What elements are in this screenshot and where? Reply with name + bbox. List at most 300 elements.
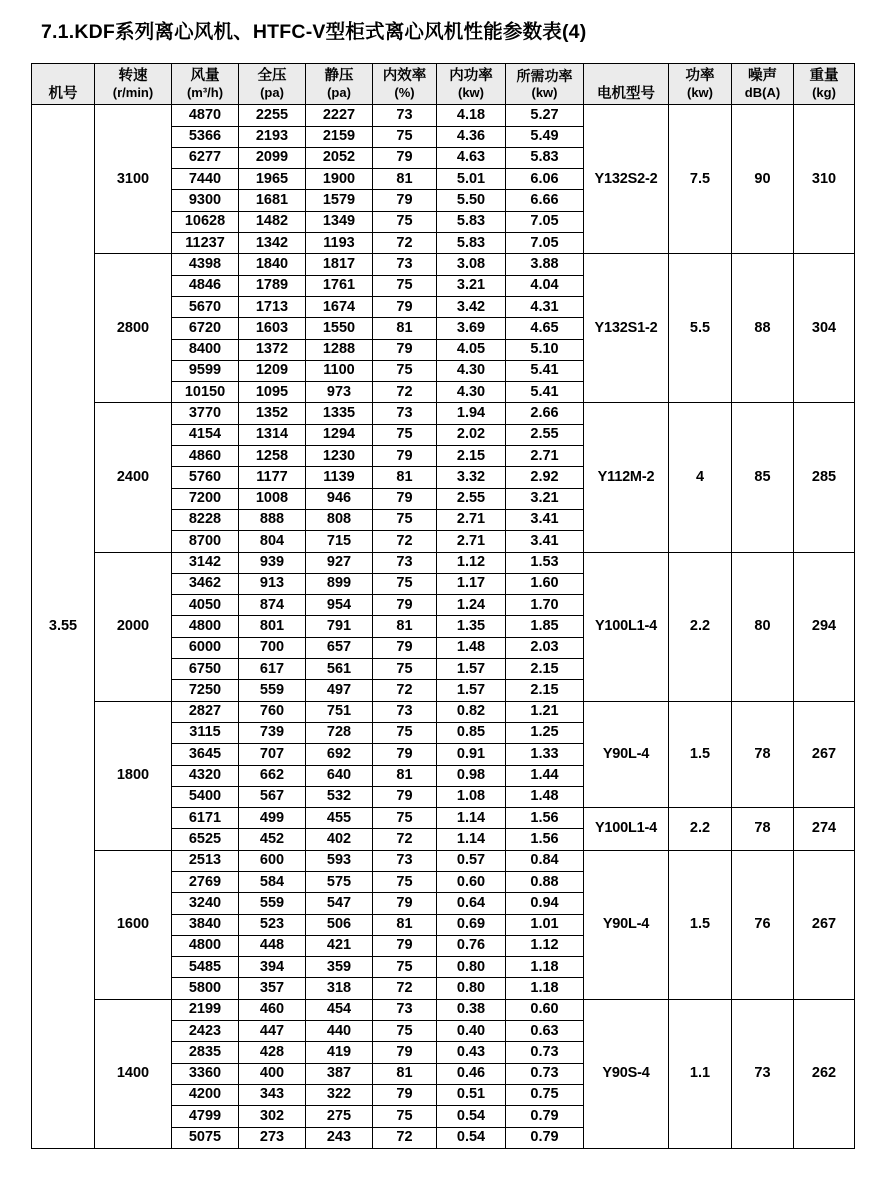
fan-performance-table [31, 63, 855, 1149]
cell-required-power: 1.18 [506, 978, 584, 999]
table-row [32, 850, 855, 871]
table-header [32, 64, 855, 105]
cell-efficiency: 81 [373, 169, 437, 190]
cell-inner-power: 1.94 [437, 403, 506, 424]
cell-total-pressure: 357 [239, 978, 306, 999]
cell-inner-power: 0.98 [437, 765, 506, 786]
cell-total-pressure: 499 [239, 808, 306, 829]
cell-required-power: 0.60 [506, 999, 584, 1020]
cell-total-pressure: 302 [239, 1106, 306, 1127]
cell-inner-power: 2.02 [437, 424, 506, 445]
cell-static-pressure: 973 [306, 382, 373, 403]
cell-efficiency: 79 [373, 147, 437, 168]
col-header-label: 风量 [190, 67, 220, 84]
cell-flow: 8700 [172, 531, 239, 552]
cell-inner-power: 0.38 [437, 999, 506, 1020]
cell-static-pressure: 728 [306, 722, 373, 743]
cell-static-pressure: 640 [306, 765, 373, 786]
cell-flow: 6171 [172, 808, 239, 829]
cell-inner-power: 1.35 [437, 616, 506, 637]
cell-motor-model: Y100L1-4 [584, 808, 669, 851]
cell-efficiency: 73 [373, 254, 437, 275]
cell-inner-power: 0.64 [437, 893, 506, 914]
cell-total-pressure: 600 [239, 850, 306, 871]
col-header-inner-power [437, 64, 506, 105]
cell-flow: 3115 [172, 722, 239, 743]
cell-required-power: 1.33 [506, 744, 584, 765]
cell-inner-power: 4.05 [437, 339, 506, 360]
cell-motor-model: Y132S2-2 [584, 105, 669, 254]
cell-flow: 4800 [172, 616, 239, 637]
cell-static-pressure: 751 [306, 701, 373, 722]
cell-efficiency: 81 [373, 318, 437, 339]
cell-static-pressure: 1579 [306, 190, 373, 211]
cell-efficiency: 79 [373, 744, 437, 765]
cell-flow: 4870 [172, 105, 239, 126]
cell-efficiency: 79 [373, 1084, 437, 1105]
cell-inner-power: 0.60 [437, 871, 506, 892]
cell-static-pressure: 402 [306, 829, 373, 850]
cell-efficiency: 73 [373, 701, 437, 722]
cell-total-pressure: 1209 [239, 360, 306, 381]
cell-static-pressure: 1288 [306, 339, 373, 360]
cell-required-power: 7.05 [506, 211, 584, 232]
table-body [32, 105, 855, 1149]
cell-motor-model: Y100L1-4 [584, 552, 669, 701]
cell-static-pressure: 1900 [306, 169, 373, 190]
cell-required-power: 2.71 [506, 446, 584, 467]
cell-efficiency: 72 [373, 680, 437, 701]
cell-efficiency: 75 [373, 211, 437, 232]
cell-required-power: 3.88 [506, 254, 584, 275]
col-header-unit: (kw) [687, 84, 713, 100]
cell-efficiency: 75 [373, 1106, 437, 1127]
cell-efficiency: 75 [373, 957, 437, 978]
cell-total-pressure: 801 [239, 616, 306, 637]
cell-total-pressure: 452 [239, 829, 306, 850]
cell-total-pressure: 448 [239, 935, 306, 956]
cell-inner-power: 1.57 [437, 659, 506, 680]
col-header-label: 内效率 [382, 67, 427, 84]
cell-static-pressure: 1817 [306, 254, 373, 275]
cell-flow: 4799 [172, 1106, 239, 1127]
cell-static-pressure: 2227 [306, 105, 373, 126]
cell-inner-power: 3.08 [437, 254, 506, 275]
cell-total-pressure: 617 [239, 659, 306, 680]
cell-efficiency: 72 [373, 1127, 437, 1148]
cell-static-pressure: 808 [306, 509, 373, 530]
cell-flow: 5400 [172, 786, 239, 807]
cell-flow: 3770 [172, 403, 239, 424]
cell-efficiency: 79 [373, 595, 437, 616]
cell-flow: 10628 [172, 211, 239, 232]
table-row [32, 105, 855, 126]
cell-noise: 85 [732, 403, 794, 552]
cell-static-pressure: 419 [306, 1042, 373, 1063]
cell-total-pressure: 760 [239, 701, 306, 722]
cell-required-power: 2.66 [506, 403, 584, 424]
cell-total-pressure: 913 [239, 573, 306, 594]
cell-inner-power: 0.91 [437, 744, 506, 765]
cell-required-power: 3.21 [506, 488, 584, 509]
cell-noise: 78 [732, 808, 794, 851]
cell-flow: 3360 [172, 1063, 239, 1084]
cell-required-power: 1.21 [506, 701, 584, 722]
cell-flow: 2513 [172, 850, 239, 871]
col-header-label: 所需功率 [516, 67, 573, 84]
cell-required-power: 3.41 [506, 531, 584, 552]
cell-inner-power: 0.40 [437, 1021, 506, 1042]
cell-noise: 90 [732, 105, 794, 254]
table-row [32, 403, 855, 424]
cell-efficiency: 79 [373, 637, 437, 658]
cell-required-power: 2.15 [506, 680, 584, 701]
cell-required-power: 1.48 [506, 786, 584, 807]
col-header-label: 功率 [685, 67, 715, 84]
cell-flow: 2835 [172, 1042, 239, 1063]
cell-static-pressure: 1100 [306, 360, 373, 381]
cell-flow: 3645 [172, 744, 239, 765]
cell-static-pressure: 497 [306, 680, 373, 701]
cell-total-pressure: 1482 [239, 211, 306, 232]
cell-efficiency: 79 [373, 1042, 437, 1063]
cell-flow: 4846 [172, 275, 239, 296]
col-header-unit: (m³/h) [186, 84, 224, 100]
cell-inner-power: 5.83 [437, 211, 506, 232]
cell-rpm: 1600 [95, 850, 172, 999]
cell-weight: 285 [794, 403, 855, 552]
cell-inner-power: 2.55 [437, 488, 506, 509]
spec-table-container [31, 63, 854, 1149]
cell-motor-power: 4 [669, 403, 732, 552]
col-header-label: 噪声 [748, 67, 777, 84]
cell-efficiency: 75 [373, 126, 437, 147]
col-header-unit: (kg) [812, 84, 836, 100]
cell-required-power: 1.53 [506, 552, 584, 573]
cell-motor-power: 2.2 [669, 808, 732, 851]
cell-total-pressure: 523 [239, 914, 306, 935]
cell-static-pressure: 1761 [306, 275, 373, 296]
cell-required-power: 5.41 [506, 360, 584, 381]
cell-inner-power: 1.17 [437, 573, 506, 594]
cell-flow: 7440 [172, 169, 239, 190]
col-header-unit: (pa) [260, 84, 284, 100]
cell-static-pressure: 1349 [306, 211, 373, 232]
cell-flow: 6000 [172, 637, 239, 658]
cell-required-power: 1.01 [506, 914, 584, 935]
cell-inner-power: 5.01 [437, 169, 506, 190]
col-header-static-pressure [306, 64, 373, 105]
cell-static-pressure: 954 [306, 595, 373, 616]
cell-static-pressure: 692 [306, 744, 373, 765]
cell-required-power: 1.12 [506, 935, 584, 956]
cell-total-pressure: 1314 [239, 424, 306, 445]
cell-inner-power: 3.69 [437, 318, 506, 339]
cell-rpm: 2400 [95, 403, 172, 552]
cell-static-pressure: 243 [306, 1127, 373, 1148]
cell-rpm: 2000 [95, 552, 172, 701]
cell-inner-power: 5.50 [437, 190, 506, 211]
cell-static-pressure: 322 [306, 1084, 373, 1105]
cell-efficiency: 75 [373, 360, 437, 381]
cell-total-pressure: 1352 [239, 403, 306, 424]
cell-total-pressure: 460 [239, 999, 306, 1020]
cell-total-pressure: 888 [239, 509, 306, 530]
cell-total-pressure: 559 [239, 680, 306, 701]
cell-required-power: 4.04 [506, 275, 584, 296]
cell-flow: 5760 [172, 467, 239, 488]
col-header-machine-no [32, 64, 95, 105]
cell-flow: 3240 [172, 893, 239, 914]
cell-efficiency: 73 [373, 403, 437, 424]
cell-required-power: 1.18 [506, 957, 584, 978]
cell-motor-power: 1.1 [669, 999, 732, 1148]
cell-weight: 262 [794, 999, 855, 1148]
cell-total-pressure: 1713 [239, 296, 306, 317]
cell-flow: 8228 [172, 509, 239, 530]
cell-efficiency: 75 [373, 275, 437, 296]
cell-efficiency: 81 [373, 1063, 437, 1084]
cell-efficiency: 75 [373, 424, 437, 445]
cell-inner-power: 1.14 [437, 808, 506, 829]
cell-motor-power: 5.5 [669, 254, 732, 403]
cell-efficiency: 79 [373, 786, 437, 807]
cell-total-pressure: 567 [239, 786, 306, 807]
cell-flow: 9599 [172, 360, 239, 381]
cell-total-pressure: 584 [239, 871, 306, 892]
cell-inner-power: 1.14 [437, 829, 506, 850]
cell-required-power: 5.27 [506, 105, 584, 126]
cell-flow: 7200 [172, 488, 239, 509]
cell-required-power: 1.56 [506, 808, 584, 829]
table-row [32, 701, 855, 722]
cell-total-pressure: 1789 [239, 275, 306, 296]
cell-static-pressure: 1230 [306, 446, 373, 467]
cell-static-pressure: 318 [306, 978, 373, 999]
cell-total-pressure: 1342 [239, 233, 306, 254]
cell-rpm: 3100 [95, 105, 172, 254]
cell-noise: 80 [732, 552, 794, 701]
cell-efficiency: 81 [373, 616, 437, 637]
cell-inner-power: 4.30 [437, 382, 506, 403]
cell-static-pressure: 1139 [306, 467, 373, 488]
cell-total-pressure: 939 [239, 552, 306, 573]
col-header-flow [172, 64, 239, 105]
col-header-label: 电机型号 [597, 85, 655, 102]
cell-static-pressure: 532 [306, 786, 373, 807]
cell-required-power: 6.06 [506, 169, 584, 190]
cell-required-power: 1.60 [506, 573, 584, 594]
cell-efficiency: 79 [373, 339, 437, 360]
cell-flow: 2827 [172, 701, 239, 722]
col-header-noise [732, 64, 794, 105]
cell-efficiency: 72 [373, 531, 437, 552]
cell-flow: 4860 [172, 446, 239, 467]
cell-efficiency: 81 [373, 765, 437, 786]
col-header-motor-power [669, 64, 732, 105]
col-header-label: 机号 [48, 85, 78, 102]
cell-inner-power: 0.57 [437, 850, 506, 871]
cell-required-power: 5.41 [506, 382, 584, 403]
col-header-rpm [95, 64, 172, 105]
table-row [32, 999, 855, 1020]
cell-noise: 88 [732, 254, 794, 403]
col-header-unit: (r/min) [112, 84, 154, 100]
cell-required-power: 1.70 [506, 595, 584, 616]
cell-inner-power: 1.08 [437, 786, 506, 807]
cell-inner-power: 0.69 [437, 914, 506, 935]
cell-total-pressure: 2099 [239, 147, 306, 168]
cell-efficiency: 75 [373, 808, 437, 829]
cell-rpm: 1800 [95, 701, 172, 850]
cell-weight: 304 [794, 254, 855, 403]
cell-total-pressure: 559 [239, 893, 306, 914]
cell-total-pressure: 874 [239, 595, 306, 616]
cell-motor-power: 7.5 [669, 105, 732, 254]
cell-weight: 310 [794, 105, 855, 254]
cell-total-pressure: 1603 [239, 318, 306, 339]
cell-flow: 4398 [172, 254, 239, 275]
cell-flow: 6720 [172, 318, 239, 339]
cell-static-pressure: 2052 [306, 147, 373, 168]
col-header-label: 转速 [118, 67, 148, 84]
cell-weight: 267 [794, 850, 855, 999]
cell-required-power: 0.63 [506, 1021, 584, 1042]
cell-inner-power: 4.18 [437, 105, 506, 126]
cell-required-power: 5.49 [506, 126, 584, 147]
cell-inner-power: 4.63 [437, 147, 506, 168]
cell-motor-model: Y90S-4 [584, 999, 669, 1148]
cell-total-pressure: 1965 [239, 169, 306, 190]
cell-flow: 6525 [172, 829, 239, 850]
cell-required-power: 0.94 [506, 893, 584, 914]
cell-total-pressure: 2255 [239, 105, 306, 126]
cell-required-power: 0.79 [506, 1106, 584, 1127]
cell-rpm: 2800 [95, 254, 172, 403]
cell-static-pressure: 791 [306, 616, 373, 637]
cell-flow: 4200 [172, 1084, 239, 1105]
cell-required-power: 0.75 [506, 1084, 584, 1105]
cell-required-power: 2.92 [506, 467, 584, 488]
cell-inner-power: 4.36 [437, 126, 506, 147]
cell-flow: 5485 [172, 957, 239, 978]
cell-total-pressure: 273 [239, 1127, 306, 1148]
cell-flow: 5075 [172, 1127, 239, 1148]
cell-motor-power: 1.5 [669, 701, 732, 807]
cell-efficiency: 75 [373, 722, 437, 743]
cell-inner-power: 0.82 [437, 701, 506, 722]
cell-rpm: 1400 [95, 999, 172, 1148]
cell-static-pressure: 657 [306, 637, 373, 658]
cell-required-power: 0.88 [506, 871, 584, 892]
col-header-label: 内功率 [449, 67, 493, 84]
cell-efficiency: 72 [373, 978, 437, 999]
col-header-unit: (kw) [458, 84, 484, 100]
col-header-total-pressure [239, 64, 306, 105]
cell-required-power: 2.55 [506, 424, 584, 445]
cell-required-power: 1.44 [506, 765, 584, 786]
cell-inner-power: 1.12 [437, 552, 506, 573]
cell-flow: 2199 [172, 999, 239, 1020]
cell-motor-power: 1.5 [669, 850, 732, 999]
cell-inner-power: 0.51 [437, 1084, 506, 1105]
cell-efficiency: 75 [373, 871, 437, 892]
cell-flow: 10150 [172, 382, 239, 403]
cell-flow: 4320 [172, 765, 239, 786]
cell-static-pressure: 561 [306, 659, 373, 680]
col-header-unit: dB(A) [744, 84, 781, 100]
cell-static-pressure: 359 [306, 957, 373, 978]
cell-static-pressure: 387 [306, 1063, 373, 1084]
cell-efficiency: 79 [373, 935, 437, 956]
cell-flow: 6750 [172, 659, 239, 680]
col-header-unit: (kw) [531, 84, 558, 100]
cell-flow: 3840 [172, 914, 239, 935]
cell-required-power: 7.05 [506, 233, 584, 254]
cell-efficiency: 81 [373, 467, 437, 488]
cell-total-pressure: 1177 [239, 467, 306, 488]
cell-inner-power: 1.24 [437, 595, 506, 616]
cell-inner-power: 1.57 [437, 680, 506, 701]
cell-inner-power: 0.85 [437, 722, 506, 743]
col-header-motor-model [584, 64, 669, 105]
cell-efficiency: 79 [373, 190, 437, 211]
col-header-label: 重量 [809, 67, 839, 84]
cell-flow: 4800 [172, 935, 239, 956]
cell-machine-no: 3.55 [32, 105, 95, 1149]
cell-required-power: 4.31 [506, 296, 584, 317]
col-header-required-power [506, 64, 584, 105]
cell-required-power: 5.83 [506, 147, 584, 168]
cell-required-power: 3.41 [506, 509, 584, 530]
cell-static-pressure: 715 [306, 531, 373, 552]
cell-inner-power: 0.76 [437, 935, 506, 956]
cell-required-power: 0.79 [506, 1127, 584, 1148]
table-row [32, 552, 855, 573]
cell-motor-power: 2.2 [669, 552, 732, 701]
cell-total-pressure: 662 [239, 765, 306, 786]
cell-inner-power: 2.71 [437, 531, 506, 552]
cell-static-pressure: 275 [306, 1106, 373, 1127]
cell-efficiency: 79 [373, 296, 437, 317]
cell-efficiency: 73 [373, 552, 437, 573]
cell-inner-power: 0.54 [437, 1106, 506, 1127]
cell-efficiency: 75 [373, 659, 437, 680]
cell-required-power: 6.66 [506, 190, 584, 211]
cell-weight: 274 [794, 808, 855, 851]
cell-static-pressure: 1294 [306, 424, 373, 445]
cell-static-pressure: 440 [306, 1021, 373, 1042]
cell-flow: 5800 [172, 978, 239, 999]
col-header-weight [794, 64, 855, 105]
table-header-row [32, 64, 855, 105]
cell-static-pressure: 899 [306, 573, 373, 594]
cell-total-pressure: 707 [239, 744, 306, 765]
cell-efficiency: 75 [373, 1021, 437, 1042]
cell-total-pressure: 1095 [239, 382, 306, 403]
cell-total-pressure: 400 [239, 1063, 306, 1084]
cell-motor-model: Y90L-4 [584, 701, 669, 807]
cell-required-power: 5.10 [506, 339, 584, 360]
cell-inner-power: 5.83 [437, 233, 506, 254]
cell-inner-power: 0.54 [437, 1127, 506, 1148]
cell-required-power: 0.73 [506, 1063, 584, 1084]
cell-total-pressure: 428 [239, 1042, 306, 1063]
cell-weight: 267 [794, 701, 855, 807]
cell-motor-model: Y90L-4 [584, 850, 669, 999]
cell-total-pressure: 1840 [239, 254, 306, 275]
cell-motor-model: Y132S1-2 [584, 254, 669, 403]
